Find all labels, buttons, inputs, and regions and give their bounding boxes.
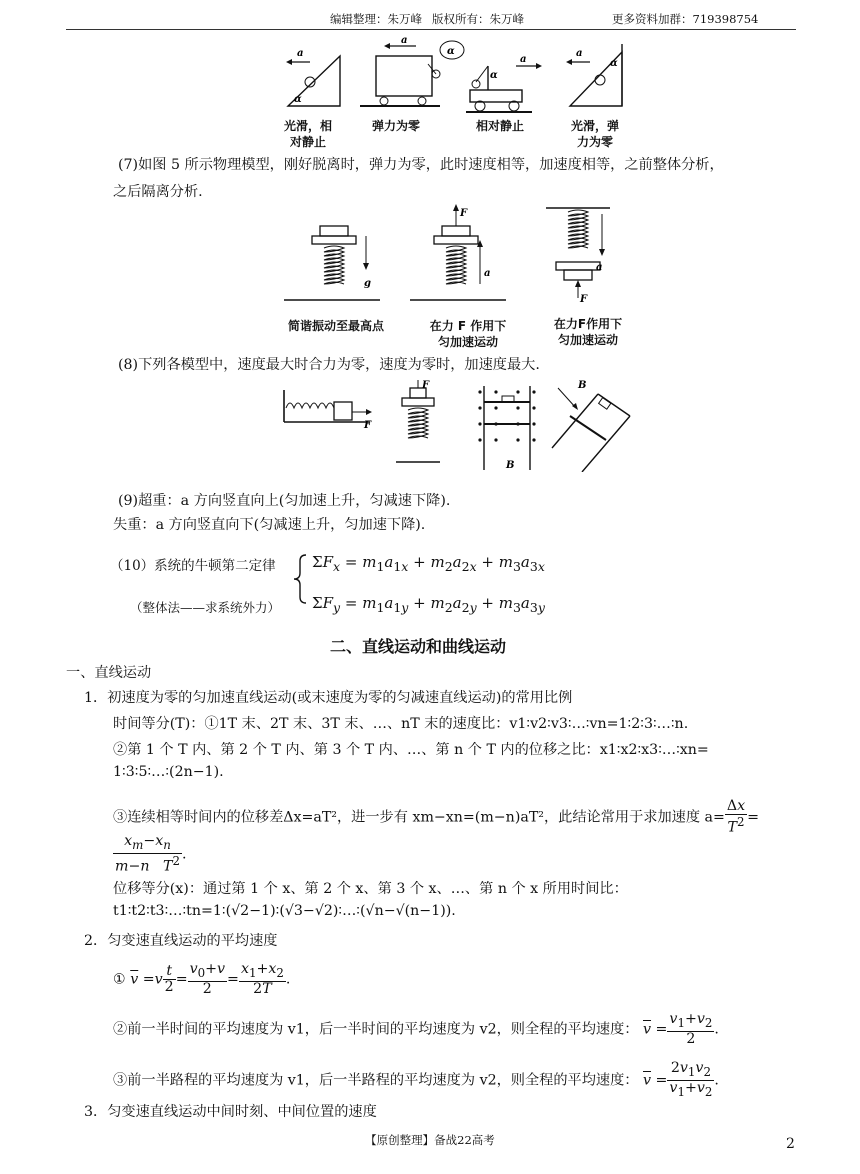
p2-line2: ②前一半时间的平均速度为 v1，后一半时间的平均速度为 v2，则全程的平均速度： $\overline{v}$ = $\frac{v_1+v_2}{2}$ . bbox=[113, 1011, 719, 1047]
section2-title: 二、直线运动和曲线运动 bbox=[330, 637, 507, 656]
svg-text:α: α bbox=[610, 58, 618, 69]
figure-8-models bbox=[280, 378, 640, 472]
header-editor: 编辑整理：朱万峰 bbox=[330, 12, 422, 26]
page-footer: 【原创整理】备战22高考 bbox=[365, 1133, 495, 1147]
figure-top-models bbox=[270, 34, 650, 114]
p2-line3: ③前一半路程的平均速度为 v1，后一半路程的平均速度为 v2，则全程的平均速度： $\overline{v}$ = $\frac{2v_1v_2}{v_1+v_2}$ . bbox=[113, 1060, 719, 1099]
p1-line1: 时间等分(T)：①1T 末、2T 末、3T 末、…、nT 末的速度比：v1∶v2∶v3∶…∶vn=1∶2∶3∶…∶n. bbox=[113, 716, 689, 732]
svg-text:B: B bbox=[578, 380, 587, 391]
figure-5-springs bbox=[280, 200, 630, 314]
page-header bbox=[0, 8, 860, 30]
page-number: 2 bbox=[786, 1136, 795, 1152]
caption-relative-rest: 相对静止 bbox=[475, 119, 524, 133]
item10-eq-x: $\Sigma F_x = m_1a_{1x} + m_2a_{2x} + m_3a_{3x}$ bbox=[312, 553, 545, 574]
p1-line2: ②第 1 个 T 内、第 2 个 T 内、第 3 个 T 内、…、第 n 个 T 内的位移之比：x1∶x2∶x3∶…∶xn= bbox=[113, 742, 709, 758]
fig5-a-label: a bbox=[484, 268, 491, 279]
fig5-g-label: g bbox=[364, 278, 371, 289]
p1-title: 1．初速度为零的匀加速直线运动(或末速度为零的匀减速直线运动)的常用比例 bbox=[84, 690, 573, 706]
caption-force-accel-2: 在力F作用下 匀加速运动 bbox=[553, 317, 623, 347]
item8-line: (8)下列各模型中，速度最大时合力为零，速度为零时，加速度最大. bbox=[118, 357, 540, 373]
system-brace-icon bbox=[290, 553, 310, 609]
svg-text:a: a bbox=[596, 262, 603, 273]
svg-text:a: a bbox=[401, 35, 408, 46]
fig8-B-label: B bbox=[506, 460, 515, 471]
item7-line1: (7)如图 5 所示物理模型，刚好脱离时，弹力为零，此时速度相等，加速度相等，之前整体分析， bbox=[118, 157, 724, 173]
caption-smooth-relative-rest: 光滑，相 对静止 bbox=[283, 119, 332, 149]
caption-shm-top: 简谐振动至最高点 bbox=[287, 319, 384, 333]
caption-smooth-elastic-zero: 光滑，弹 力为零 bbox=[570, 119, 619, 149]
p1-line6: 位移等分(x)：通过第 1 个 x、第 2 个 x、第 3 个 x、…、第 n 个 x 所用时间比： bbox=[113, 881, 628, 897]
item7-line2: 之后隔离分析. bbox=[113, 184, 203, 200]
svg-text:F: F bbox=[580, 294, 588, 305]
item10-title: （10）系统的牛顿第二定律 bbox=[110, 558, 276, 574]
item9-line1: (9)超重：a 方向竖直向上(匀加速上升，匀减速下降). bbox=[118, 493, 451, 509]
svg-text:α: α bbox=[447, 46, 455, 57]
p1-line4: ③连续相等时间内的位移差Δx=aT²，进一步有 xm−xn=(m−n)aT²，此结论常用于求加速度 a= $\frac{\Delta x}{T^2}$ = bbox=[113, 798, 760, 836]
item9-line2: 失重：a 方向竖直向下(匀减速上升，匀加速下降). bbox=[113, 517, 426, 533]
svg-text:a: a bbox=[576, 48, 583, 59]
caption-elastic-zero: 弹力为零 bbox=[371, 119, 420, 133]
item10-note: （整体法——求系统外力） bbox=[130, 600, 281, 615]
p3-title: 3．匀变速直线运动中间时刻、中间位置的速度 bbox=[84, 1104, 377, 1120]
fig-alpha-label: α bbox=[294, 94, 302, 105]
section2-sub1: 一、直线运动 bbox=[66, 665, 152, 681]
header-copyright: 版权所有：朱万峰 bbox=[432, 12, 524, 26]
fig-a-label: a bbox=[297, 48, 304, 59]
svg-text:α: α bbox=[490, 70, 498, 81]
p1-line5-fraction: $\frac{x_m-x_n}{m-n T^2}$ . bbox=[115, 833, 187, 875]
header-divider bbox=[66, 29, 796, 30]
p2-line1: ① $\overline{v} =v$ $\frac{t}{2}$ = $\frac{v_0+v}{2}$ = $\frac{x_1+x_2}{2T}$ . bbox=[113, 961, 291, 997]
svg-text:F: F bbox=[422, 380, 430, 391]
fig5-F-label: F bbox=[460, 208, 468, 219]
caption-force-accel-1: 在力 F 作用下 匀加速运动 bbox=[429, 319, 507, 349]
p1-line3: 1∶3∶5∶…∶(2n−1). bbox=[113, 764, 224, 780]
item10-eq-y: $\Sigma F_y = m_1a_{1y} + m_2a_{2y} + m_3a_{3y}$ bbox=[312, 594, 545, 615]
header-group: 更多资料加群：719398754 bbox=[612, 12, 759, 26]
fig8-F-label: F bbox=[364, 420, 372, 431]
svg-text:a: a bbox=[520, 54, 527, 65]
p1-line7: t1∶t2∶t3∶…∶tn=1∶(√2−1)∶(√3−√2)∶…∶(√n−√(n−1)). bbox=[113, 903, 456, 919]
p2-title: 2．匀变速直线运动的平均速度 bbox=[84, 933, 278, 949]
